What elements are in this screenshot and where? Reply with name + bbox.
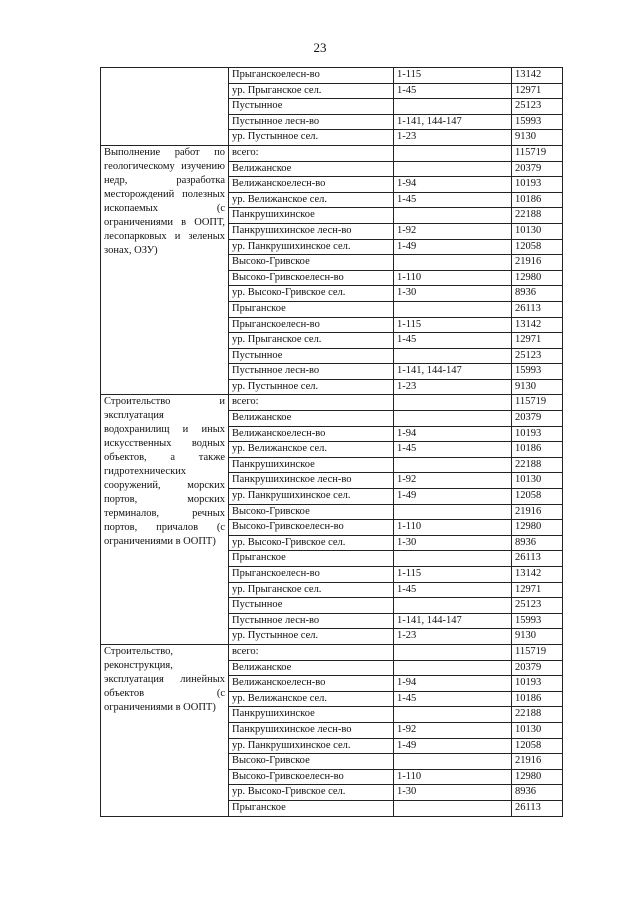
quarters-cell — [394, 644, 512, 660]
forestry-name-cell: Пустынное лесн-во — [229, 364, 394, 380]
table-row — [101, 145, 563, 161]
quarters-cell — [394, 754, 512, 770]
quarters-cell: 1-23 — [394, 629, 512, 645]
forestry-name-cell: Высоко-Гривскоелесн-во — [229, 520, 394, 536]
forestry-name-cell: Панкрушихинское лесн-во — [229, 722, 394, 738]
area-cell: 12980 — [512, 769, 563, 785]
area-cell: 15993 — [512, 613, 563, 629]
area-cell: 12058 — [512, 489, 563, 505]
area-cell: 10193 — [512, 177, 563, 193]
table-row — [101, 395, 563, 411]
area-cell: 9130 — [512, 379, 563, 395]
forestry-name-cell: ур. Пустынное сел. — [229, 130, 394, 146]
forestry-name-cell: Пустынное лесн-во — [229, 613, 394, 629]
forestry-name-cell: ур. Высоко-Гривское сел. — [229, 535, 394, 551]
area-cell: 25123 — [512, 99, 563, 115]
forestry-name-cell: ур. Высоко-Гривское сел. — [229, 286, 394, 302]
area-cell: 20379 — [512, 411, 563, 427]
forestry-name-cell: Прыганское — [229, 301, 394, 317]
forestry-name-cell: Велижанское — [229, 411, 394, 427]
area-cell: 12058 — [512, 239, 563, 255]
table-row — [101, 68, 563, 84]
forestry-name-cell: Прыганскоелесн-во — [229, 68, 394, 84]
forestry-name-cell: Велижанское — [229, 660, 394, 676]
area-cell: 20379 — [512, 161, 563, 177]
area-cell: 12980 — [512, 270, 563, 286]
forestry-name-cell: Панкрушихинское — [229, 208, 394, 224]
forestry-name-cell: ур. Панкрушихинское сел. — [229, 489, 394, 505]
quarters-cell: 1-92 — [394, 223, 512, 239]
area-cell: 10130 — [512, 722, 563, 738]
forestry-name-cell: Велижанскоелесн-во — [229, 177, 394, 193]
quarters-cell: 1-92 — [394, 722, 512, 738]
forestry-name-cell: Высоко-Гривское — [229, 754, 394, 770]
forestry-name-cell: всего: — [229, 395, 394, 411]
quarters-cell — [394, 660, 512, 676]
area-cell: 10186 — [512, 192, 563, 208]
area-cell: 15993 — [512, 114, 563, 130]
area-cell: 21916 — [512, 754, 563, 770]
forestry-name-cell: ур. Высоко-Гривское сел. — [229, 785, 394, 801]
area-cell: 8936 — [512, 785, 563, 801]
forestry-name-cell: Велижанское — [229, 161, 394, 177]
quarters-cell — [394, 551, 512, 567]
area-cell: 12971 — [512, 83, 563, 99]
forestry-name-cell: ур. Велижанское сел. — [229, 442, 394, 458]
area-cell: 15993 — [512, 364, 563, 380]
quarters-cell: 1-49 — [394, 738, 512, 754]
area-cell: 25123 — [512, 598, 563, 614]
area-cell: 13142 — [512, 68, 563, 84]
table-body — [101, 68, 563, 817]
area-cell: 12980 — [512, 520, 563, 536]
area-cell: 22188 — [512, 457, 563, 473]
forestry-name-cell: ур. Пустынное сел. — [229, 629, 394, 645]
forestry-name-cell: Прыганскоелесн-во — [229, 567, 394, 583]
area-cell: 8936 — [512, 535, 563, 551]
area-cell: 12058 — [512, 738, 563, 754]
work-type-cell: Строительство, реконструкция, эксплуатация линейных объектов (с ограничениями в ООПТ) — [101, 644, 229, 816]
forestry-name-cell: ур. Прыганское сел. — [229, 83, 394, 99]
forestry-name-cell: всего: — [229, 644, 394, 660]
table-row — [101, 644, 563, 660]
quarters-cell: 1-30 — [394, 785, 512, 801]
forestry-name-cell: всего: — [229, 145, 394, 161]
quarters-cell: 1-141, 144-147 — [394, 114, 512, 130]
area-cell: 10193 — [512, 426, 563, 442]
area-cell: 10186 — [512, 442, 563, 458]
area-cell: 12971 — [512, 333, 563, 349]
forestry-name-cell: Прыганское — [229, 800, 394, 816]
quarters-cell: 1-45 — [394, 442, 512, 458]
quarters-cell — [394, 411, 512, 427]
forestry-name-cell: Панкрушихинское — [229, 707, 394, 723]
page-number: 23 — [313, 40, 327, 55]
quarters-cell: 1-23 — [394, 130, 512, 146]
quarters-cell: 1-115 — [394, 567, 512, 583]
quarters-cell: 1-141, 144-147 — [394, 364, 512, 380]
quarters-cell: 1-141, 144-147 — [394, 613, 512, 629]
forestry-name-cell: Пустынное — [229, 99, 394, 115]
quarters-cell — [394, 395, 512, 411]
forestry-name-cell: Высоко-Гривскоелесн-во — [229, 270, 394, 286]
area-cell: 13142 — [512, 567, 563, 583]
forestry-name-cell: ур. Пустынное сел. — [229, 379, 394, 395]
quarters-cell: 1-45 — [394, 582, 512, 598]
quarters-cell: 1-45 — [394, 333, 512, 349]
quarters-cell: 1-94 — [394, 676, 512, 692]
area-cell: 26113 — [512, 301, 563, 317]
area-cell: 115719 — [512, 145, 563, 161]
forestry-name-cell: Велижанскоелесн-во — [229, 676, 394, 692]
forestry-name-cell: Высоко-Гривское — [229, 504, 394, 520]
area-cell: 13142 — [512, 317, 563, 333]
forest-use-table — [100, 67, 563, 817]
area-cell: 22188 — [512, 208, 563, 224]
quarters-cell: 1-45 — [394, 83, 512, 99]
forestry-name-cell: ур. Панкрушихинское сел. — [229, 239, 394, 255]
area-cell: 9130 — [512, 130, 563, 146]
forestry-name-cell: Панкрушихинское лесн-во — [229, 473, 394, 489]
forestry-name-cell: Пустынное — [229, 598, 394, 614]
area-cell: 20379 — [512, 660, 563, 676]
area-cell: 10130 — [512, 223, 563, 239]
work-type-cell: Строительство и эксплуатация водохранилищ и иных искусственных водных объектов, а также гидротехнических сооружений, морских портов, морских терминалов, речных портов, причалов (с ограничениями в ООПТ) — [101, 395, 229, 645]
forestry-name-cell: Панкрушихинское — [229, 457, 394, 473]
area-cell: 10186 — [512, 691, 563, 707]
forestry-name-cell: Высоко-Гривскоелесн-во — [229, 769, 394, 785]
forestry-name-cell: Прыганскоелесн-во — [229, 317, 394, 333]
forestry-name-cell: Пустынное — [229, 348, 394, 364]
quarters-cell — [394, 99, 512, 115]
forestry-name-cell: Панкрушихинское лесн-во — [229, 223, 394, 239]
forestry-name-cell: ур. Прыганское сел. — [229, 333, 394, 349]
quarters-cell — [394, 457, 512, 473]
area-cell: 21916 — [512, 504, 563, 520]
quarters-cell — [394, 161, 512, 177]
forestry-name-cell: ур. Прыганское сел. — [229, 582, 394, 598]
area-cell: 115719 — [512, 644, 563, 660]
forestry-name-cell: Велижанскоелесн-во — [229, 426, 394, 442]
area-cell: 10130 — [512, 473, 563, 489]
area-cell: 26113 — [512, 551, 563, 567]
quarters-cell: 1-30 — [394, 286, 512, 302]
forestry-name-cell: ур. Панкрушихинское сел. — [229, 738, 394, 754]
area-cell: 8936 — [512, 286, 563, 302]
area-cell: 9130 — [512, 629, 563, 645]
work-type-cell — [101, 68, 229, 146]
forestry-name-cell: Пустынное лесн-во — [229, 114, 394, 130]
quarters-cell — [394, 255, 512, 271]
quarters-cell — [394, 504, 512, 520]
quarters-cell: 1-45 — [394, 691, 512, 707]
quarters-cell — [394, 301, 512, 317]
area-cell: 10193 — [512, 676, 563, 692]
forestry-name-cell: ур. Велижанское сел. — [229, 192, 394, 208]
quarters-cell — [394, 800, 512, 816]
area-cell: 22188 — [512, 707, 563, 723]
area-cell: 12971 — [512, 582, 563, 598]
quarters-cell: 1-115 — [394, 68, 512, 84]
area-cell: 21916 — [512, 255, 563, 271]
work-type-cell: Выполнение работ по геологическому изучению недр, разработка месторождений полезных ископаемых (с ограничениями в ООПТ, лесопарковых и зеленых зонах, ОЗУ) — [101, 145, 229, 395]
forestry-name-cell: Прыганское — [229, 551, 394, 567]
quarters-cell: 1-23 — [394, 379, 512, 395]
area-cell: 26113 — [512, 800, 563, 816]
quarters-cell: 1-94 — [394, 177, 512, 193]
quarters-cell — [394, 707, 512, 723]
quarters-cell: 1-110 — [394, 520, 512, 536]
quarters-cell: 1-110 — [394, 769, 512, 785]
quarters-cell — [394, 145, 512, 161]
forestry-name-cell: ур. Велижанское сел. — [229, 691, 394, 707]
quarters-cell: 1-92 — [394, 473, 512, 489]
area-cell: 115719 — [512, 395, 563, 411]
quarters-cell: 1-49 — [394, 489, 512, 505]
forestry-name-cell: Высоко-Гривское — [229, 255, 394, 271]
area-cell: 25123 — [512, 348, 563, 364]
quarters-cell — [394, 598, 512, 614]
quarters-cell: 1-30 — [394, 535, 512, 551]
quarters-cell: 1-94 — [394, 426, 512, 442]
quarters-cell — [394, 348, 512, 364]
quarters-cell: 1-115 — [394, 317, 512, 333]
quarters-cell: 1-110 — [394, 270, 512, 286]
quarters-cell: 1-49 — [394, 239, 512, 255]
quarters-cell: 1-45 — [394, 192, 512, 208]
quarters-cell — [394, 208, 512, 224]
